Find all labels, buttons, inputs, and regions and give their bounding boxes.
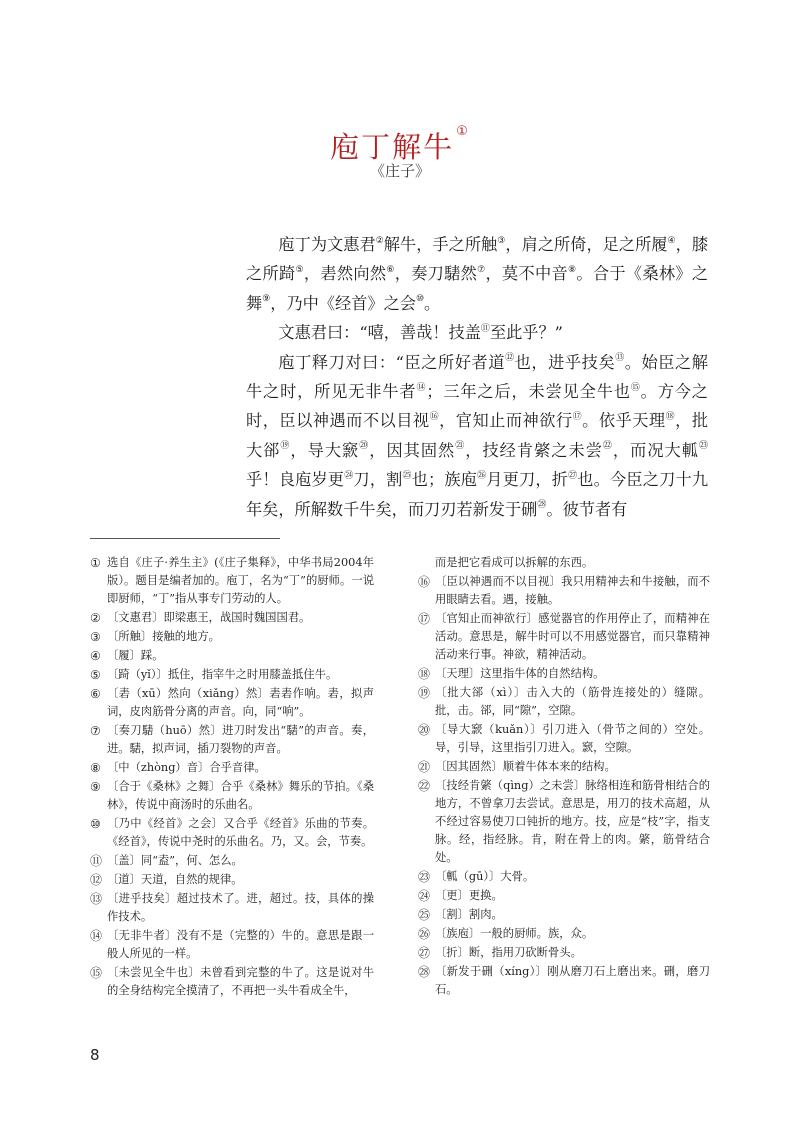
footnote-text: 〔履〕踩。 [107,649,164,662]
body-text: 也；族庖 [411,470,478,490]
body-text: ，导大窾 [290,440,360,460]
footnote-number: ③ [90,630,101,644]
body-paragraph [246,348,708,524]
footnote-number: ⑭ [90,929,103,943]
footnote-item [90,628,374,646]
footnote-item [90,890,374,926]
footnote-item [418,868,710,886]
body-text: 至此乎？” [489,323,563,343]
footnote-item [418,963,710,999]
footnote-text: 〔因其固然〕顺着牛体本来的结构。 [435,760,616,773]
footnote-text: 〔割〕割肉。 [435,908,503,921]
footnote-number: ㉖ [418,927,431,941]
body-text: ；三年之后，未尝见全牛也 [426,382,631,402]
body-text: ，砉然向然 [303,264,387,284]
footnote-text: 〔軱（gū）〕大骨。 [435,870,535,883]
footnote-number: ㉔ [418,889,431,903]
footnote-item [90,964,374,1000]
footnote-item [418,887,710,905]
footnote-text: 选自《庄子·养生主》(《庄子集释》，中华书局2004年版）。题目是编者加的。庖丁，名为“丁”的厨师。一说即厨师，“丁”指从事专门劳动的人。 [107,556,374,605]
footnote-item [418,777,710,867]
footnote-text: 〔无非牛者〕没有不是（完整的）牛的。意思是跟一般人所见的一样。 [107,929,374,960]
body-text: ，膝之所踦 [246,235,709,284]
footnote-item [90,852,374,870]
body-text: 。依乎天理 [582,411,666,431]
footnote-marker: ⑮ [630,382,641,393]
footnotes-right-column [418,554,710,1000]
footnote-item [418,610,710,664]
footnote-text: 〔合于《桑林》之舞〕合乎《桑林》舞乐的节拍。《桑林》，传说中商汤时的乐曲名。 [107,780,374,811]
footnote-number: ㉗ [418,946,431,960]
footnote-marker: ㉖ [477,470,487,481]
footnote-number: ⑪ [90,854,103,868]
footnote-number: ⑰ [418,612,431,626]
footnote-number: ⑮ [90,966,103,980]
footnote-marker: ⑩ [415,294,425,305]
footnote-marker: ㉑ [455,441,466,452]
footnote-item [418,721,710,757]
body-text: 解牛，手之所触 [383,235,498,254]
footnote-number: ⑦ [90,724,101,738]
footnote-text: 〔更〕更换。 [435,889,503,902]
body-text: 。始臣之解牛之时，所见无非牛者 [246,352,708,402]
footnote-number: ① [90,556,101,570]
footnote-text: 〔踦（yǐ）〕抵住，指宰牛之时用膝盖抵住牛。 [107,668,338,681]
footnote-number: ⑨ [90,780,101,794]
footnote-marker: ② [375,235,384,246]
footnote-marker: ⑯ [429,412,440,423]
footnote-marker: ⑫ [505,353,515,364]
body-text: 也。今臣之刀十九年矣，所解数千牛矣，而刀刃若新发于硎 [246,470,709,519]
footnote-marker: ⑪ [480,323,490,334]
footnote-marker: ㉗ [568,470,578,481]
footnote-marker: ⑬ [615,353,625,364]
footnote-marker: ⑭ [416,382,427,393]
footnote-number: ㉘ [418,965,431,979]
footnote-marker: ㉔ [344,470,354,481]
body-text: 庖丁释刀对曰：“臣之所好者道 [278,352,506,372]
body-paragraph [246,318,708,347]
title-footnote-marker: ① [456,123,470,139]
footnote-item [90,759,374,777]
body-text: ，技经肯綮之未尝 [465,440,603,460]
footnote-number: ⑳ [418,723,431,737]
footnote-marker: ⑤ [295,265,304,276]
footnote-marker: ㉘ [537,500,547,511]
footnote-marker: ㉓ [698,441,708,452]
footnote-text: 〔天理〕这里指牛体的自然结构。 [435,667,605,680]
footnote-item [90,815,374,851]
body-text: ，肩之所倚，足之所履 [505,235,668,254]
body-text: ，奏刀騞然 [394,264,478,284]
footnote-text: 〔官知止而神欲行〕感觉器官的作用停止了，而精神在活动。意思是，解牛时可以不用感觉器官，而只靠精神活动来行事。神欲，精神活动。 [435,612,710,661]
footnote-number: ⑲ [418,686,431,700]
body-text: ，官知止而神欲行 [439,411,573,431]
footnote-item [418,925,710,943]
body-paragraph [246,230,708,318]
footnote-item [418,906,710,924]
footnote-item [90,554,374,608]
footnote-number: ㉒ [418,779,431,793]
footnote-marker: ⑦ [477,265,486,276]
footnote-item [90,666,374,684]
footnote-text: 〔文惠君〕即梁惠王，战国时魏国国君。 [107,611,311,624]
footnote-marker: ⑨ [262,294,271,305]
footnote-item [90,609,374,627]
footnote-text: 〔所触〕接触的地方。 [107,630,220,643]
footnote-number: ⑬ [90,892,103,906]
footnote-item [418,758,710,776]
body-text: 庖丁为文惠君 [278,235,376,254]
body-text: ，而况大軱 [612,440,699,460]
footnote-number: ⑯ [418,575,431,589]
footnote-text: 而是把它看成可以拆解的东西。 [435,556,594,569]
body-text: 乎！良庖岁更 [246,470,345,490]
footnote-item [418,684,710,720]
footnote-text: 〔砉（xū）然向（xiǎng）然〕砉砉作响。砉，拟声词，皮肉筋骨分离的声音。向，同“响”。 [107,687,374,718]
footnote-marker: ㉒ [602,441,613,452]
page-number: 8 [90,1046,100,1064]
body-text: 月更刀，折 [486,470,569,490]
footnote-number: ㉑ [418,760,431,774]
body-text: ，因其固然 [369,440,456,460]
footnote-text: 〔奏刀騞（huō）然〕进刀时发出“騞”的声音。奏，进。騞，拟声词，插刀裂物的声音。 [107,724,374,755]
body-text: 。彼节者有 [546,499,628,519]
footnote-item [90,647,374,665]
footnote-item [90,871,374,889]
footnote-number: ⑧ [90,761,101,775]
body-text: 文惠君曰：“嘻，善哉！技盖 [278,323,481,343]
footnote-divider [90,538,280,539]
body-text: ，乃中《经首》之会 [270,293,416,313]
footnote-item [90,778,374,814]
body-text: 。合于《桑林》之舞 [246,264,709,313]
footnote-marker: ⑲ [280,441,291,452]
footnote-text: 〔臣以神遇而不以目视〕我只用精神去和牛接触，而不用眼睛去看。遇，接触。 [435,575,710,606]
footnote-text: 〔中（zhòng）音〕合乎音律。 [107,761,266,774]
footnote-marker: ④ [667,235,676,246]
footnote-marker: ⑱ [665,412,676,423]
footnote-number: ② [90,611,101,625]
footnote-number: ㉕ [418,908,431,922]
footnote-item [418,665,710,683]
title-text: 庖丁解牛 [330,130,455,165]
footnote-text: 〔批大郤（xì）〕击入大的（筋骨连接处的）缝隙。批，击。郤，同“隙”，空隙。 [435,686,710,717]
footnote-text: 〔新发于硎（xíng）〕刚从磨刀石上磨出来。硎，磨刀石。 [435,965,710,996]
footnote-text: 〔折〕断，指用刀砍断骨头。 [435,946,582,959]
footnote-number: ⑤ [90,668,101,682]
footnote-item [418,554,710,572]
footnote-number: ⑥ [90,687,101,701]
body-text: ，莫不中音 [485,264,569,284]
footnote-number: ④ [90,649,101,663]
footnotes-left-column [90,554,374,1001]
footnote-marker: ㉕ [402,470,412,481]
footnote-marker: ⑥ [386,265,395,276]
body-text: 。方今之时，臣以神遇而不以目视 [246,382,708,431]
body-text: 刀，割 [353,470,403,490]
footnote-text: 〔族庖〕一般的厨师。族，众。 [435,927,594,940]
body-text: 。 [424,293,441,313]
footnote-number: ⑫ [90,873,103,887]
footnote-marker: ③ [497,235,506,246]
footnote-text: 〔乃中《经首》之会〕又合乎《经首》乐曲的节奏。《经首》，传说中尧时的乐曲名。乃，又。会，节奏。 [107,817,374,848]
footnote-marker: ⑳ [359,441,370,452]
footnote-text: 〔未尝见全牛也〕未曾看到完整的牛了。这是说对牛的全身结构完全摸清了，不再把一头牛看成全牛， [107,966,374,997]
footnote-text: 〔道〕天道，自然的规律。 [107,873,243,886]
footnote-item [418,944,710,962]
footnote-number: ㉓ [418,870,431,884]
body-text: 也，进乎技矣 [514,352,616,372]
footnote-text: 〔技经肯綮（qìng）之未尝〕脉络相连和筋骨相结合的地方，不曾拿刀去尝试。意思是，用刀的技术高超，从不经过容易使刀口钝折的地方。技，应是“枝”字，指支脉。经，指经脉。肯，附在骨上的肉。綮，筋骨结合处。 [435,779,710,864]
body-text: ，批大郤 [246,411,709,460]
footnote-text: 〔导大窾（kuǎn）〕引刀进入（骨节之间的）空处。导，引导，这里指引刀进入。窾，空隙。 [435,723,710,754]
footnote-number: ⑩ [90,817,101,831]
main-text [246,230,708,524]
footnote-item [90,927,374,963]
footnote-item [418,573,710,609]
footnote-number [418,554,435,572]
footnote-item [90,722,374,758]
footnote-marker: ⑧ [568,265,577,276]
footnote-item [90,685,374,721]
author-line: 《庄子》 [369,162,430,180]
footnote-marker: ⑰ [572,412,583,423]
footnote-text: 〔盖〕同“盍”，何、怎么。 [107,854,243,867]
footnote-text: 〔进乎技矣〕超过技术了。进，超过。技，具体的操作技术。 [107,892,374,923]
footnote-number: ⑱ [418,667,431,681]
